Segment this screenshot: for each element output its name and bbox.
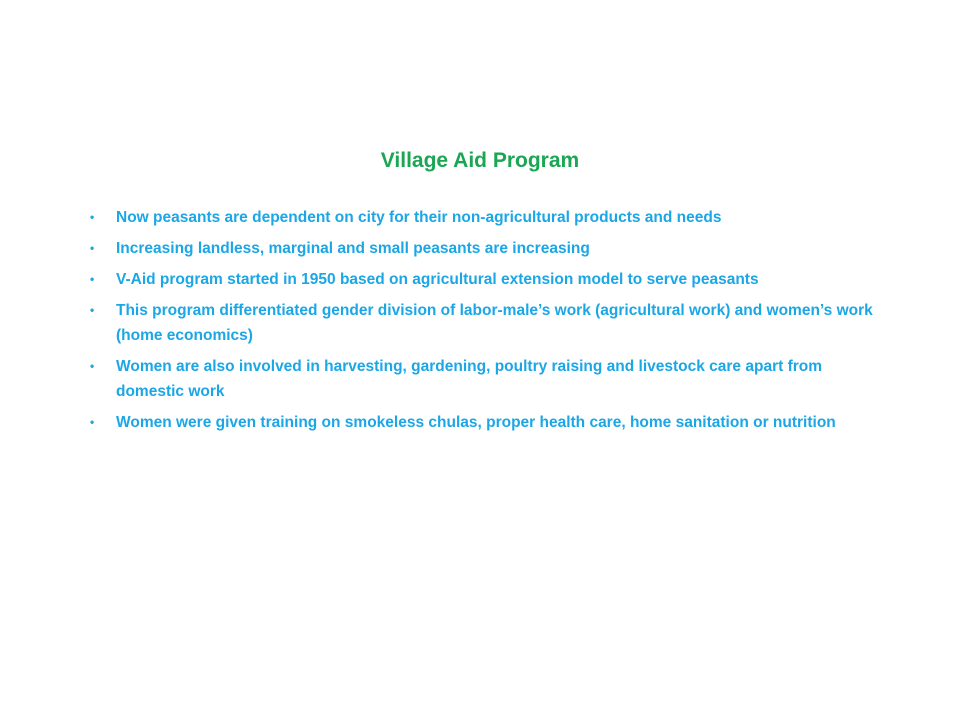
bullet-icon: • [90,303,95,317]
bullet-item [90,236,880,261]
bullet-item [90,410,880,435]
bullet-list [90,205,880,441]
bullet-text: Increasing landless, marginal and small peasants are increasing [116,240,590,257]
bullet-text: Now peasants are dependent on city for their non-agricultural products and needs [116,209,722,226]
bullet-icon: • [90,415,95,429]
bullet-icon: • [90,241,95,255]
bullet-item [90,354,880,404]
bullet-icon: • [90,272,95,286]
bullet-item [90,298,880,348]
bullet-item [90,267,880,292]
bullet-text: Women were given training on smokeless chulas, proper health care, home sanitation or nutrition [116,414,836,431]
slide-title: Village Aid Program [380,149,580,172]
bullet-text: V-Aid program started in 1950 based on agricultural extension model to serve peasants [116,271,759,288]
bullet-text: Women are also involved in harvesting, gardening, poultry raising and livestock care apart from domestic work [116,358,823,400]
bullet-item [90,205,880,230]
bullet-text: This program differentiated gender division of labor-male’s work (agricultural work) and women’s work (home economics) [116,302,873,344]
bullet-icon: • [90,359,95,373]
bullet-icon: • [90,210,95,224]
